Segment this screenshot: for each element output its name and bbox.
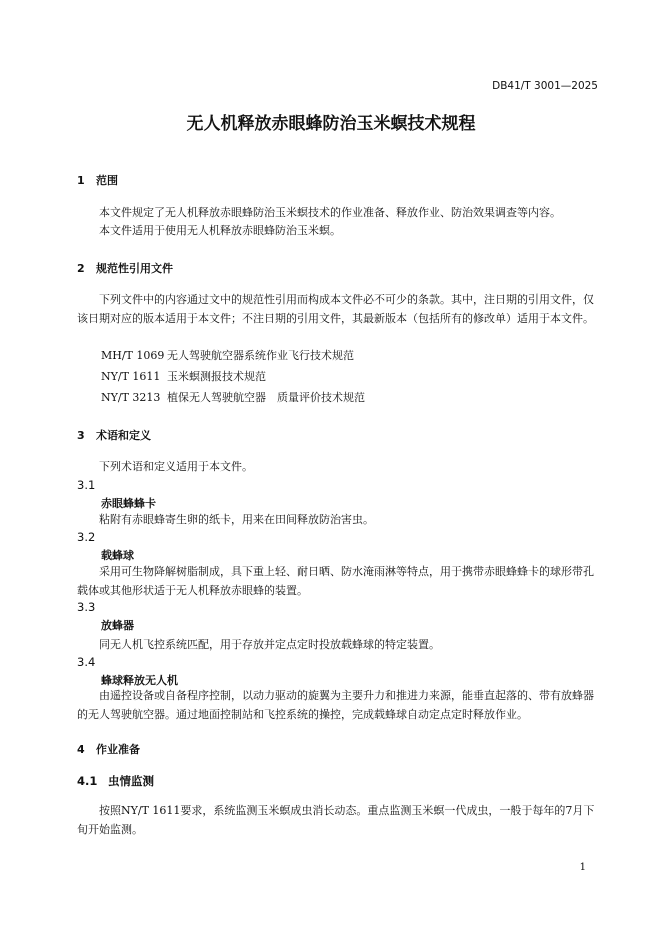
page-number: 1 bbox=[579, 862, 586, 873]
term-definition: 同无人机飞控系统匹配，用于存放并定点定时投放载蜂球的特定装置。 bbox=[99, 638, 440, 651]
section-number: 3 bbox=[77, 429, 85, 442]
subsection-number: 4.1 bbox=[77, 774, 98, 788]
paragraph: 下列文件中的内容通过文中的规范性引用而构成本文件必不可少的条款。其中，注日期的引用文件，仅该日期对应的版本适用于本文件；不注日期的引用文件，其最新版本（包括所有的修改单）适用于本文件。 bbox=[77, 293, 594, 325]
section-number: 1 bbox=[77, 174, 85, 187]
term-definition: 采用可生物降解树脂制成，具下重上轻、耐日晒、防水淹雨淋等特点，用于携带赤眼蜂蜂卡的球形带孔载体或其他形状适于无人机释放赤眼蜂的装置。 bbox=[77, 565, 594, 597]
section-number: 4 bbox=[77, 743, 85, 756]
section-title: 术语和定义 bbox=[96, 429, 151, 442]
section-title: 作业准备 bbox=[96, 743, 140, 756]
document-title: 无人机释放赤眼蜂防治玉米螟技术规程 bbox=[186, 114, 476, 134]
term-definition: 粘附有赤眼蜂寄生卵的纸卡，用来在田间释放防治害虫。 bbox=[99, 513, 374, 526]
reference-name: 玉米螟测报技术规范 bbox=[167, 370, 266, 383]
section-2-heading bbox=[77, 260, 173, 276]
section-number: 2 bbox=[77, 262, 85, 275]
reference-code: NY/T 1611 bbox=[101, 370, 161, 383]
reference-code: NY/T 3213 bbox=[101, 391, 161, 404]
reference-item bbox=[101, 368, 266, 384]
term-name: 蜂球释放无人机 bbox=[101, 674, 178, 687]
reference-name: 植保无人驾驶航空器 质量评价技术规范 bbox=[167, 391, 365, 404]
term-number: 3.3 bbox=[77, 600, 96, 614]
reference-item bbox=[101, 389, 365, 405]
term-number: 3.1 bbox=[77, 478, 96, 492]
term-number: 3.2 bbox=[77, 530, 96, 544]
subsection-4-1-heading bbox=[77, 773, 154, 789]
term-name: 载蜂球 bbox=[101, 549, 134, 562]
paragraph: 下列术语和定义适用于本文件。 bbox=[99, 460, 253, 473]
paragraph: 本文件适用于使用无人机释放赤眼蜂防治玉米螟。 bbox=[99, 224, 341, 237]
reference-name: 无人驾驶航空器系统作业飞行技术规范 bbox=[167, 349, 354, 362]
section-1-heading bbox=[77, 172, 118, 188]
term-number: 3.4 bbox=[77, 655, 96, 669]
section-title: 规范性引用文件 bbox=[96, 262, 173, 275]
term-name: 赤眼蜂蜂卡 bbox=[101, 497, 156, 510]
section-title: 范围 bbox=[96, 174, 118, 187]
section-3-heading bbox=[77, 427, 151, 443]
reference-item bbox=[101, 347, 354, 363]
reference-code: MH/T 1069 bbox=[101, 349, 165, 362]
paragraph: 本文件规定了无人机释放赤眼蜂防治玉米螟技术的作业准备、释放作业、防治效果调查等内容。 bbox=[99, 206, 561, 219]
term-name: 放蜂器 bbox=[101, 619, 134, 632]
section-4-heading bbox=[77, 741, 140, 757]
subsection-title: 虫情监测 bbox=[108, 774, 154, 788]
document-code: DB41/T 3001—2025 bbox=[492, 80, 598, 92]
paragraph: 按照NY/T 1611要求，系统监测玉米螟成虫消长动态。重点监测玉米螟一代成虫，一般于每年的7月下旬开始监测。 bbox=[77, 804, 595, 836]
term-definition: 由遥控设备或自备程序控制，以动力驱动的旋翼为主要升力和推进力来源，能垂直起落的、带有放蜂器的无人驾驶航空器。通过地面控制站和飞控系统的操控，完成载蜂球自动定点定时释放作业。 bbox=[77, 689, 594, 721]
